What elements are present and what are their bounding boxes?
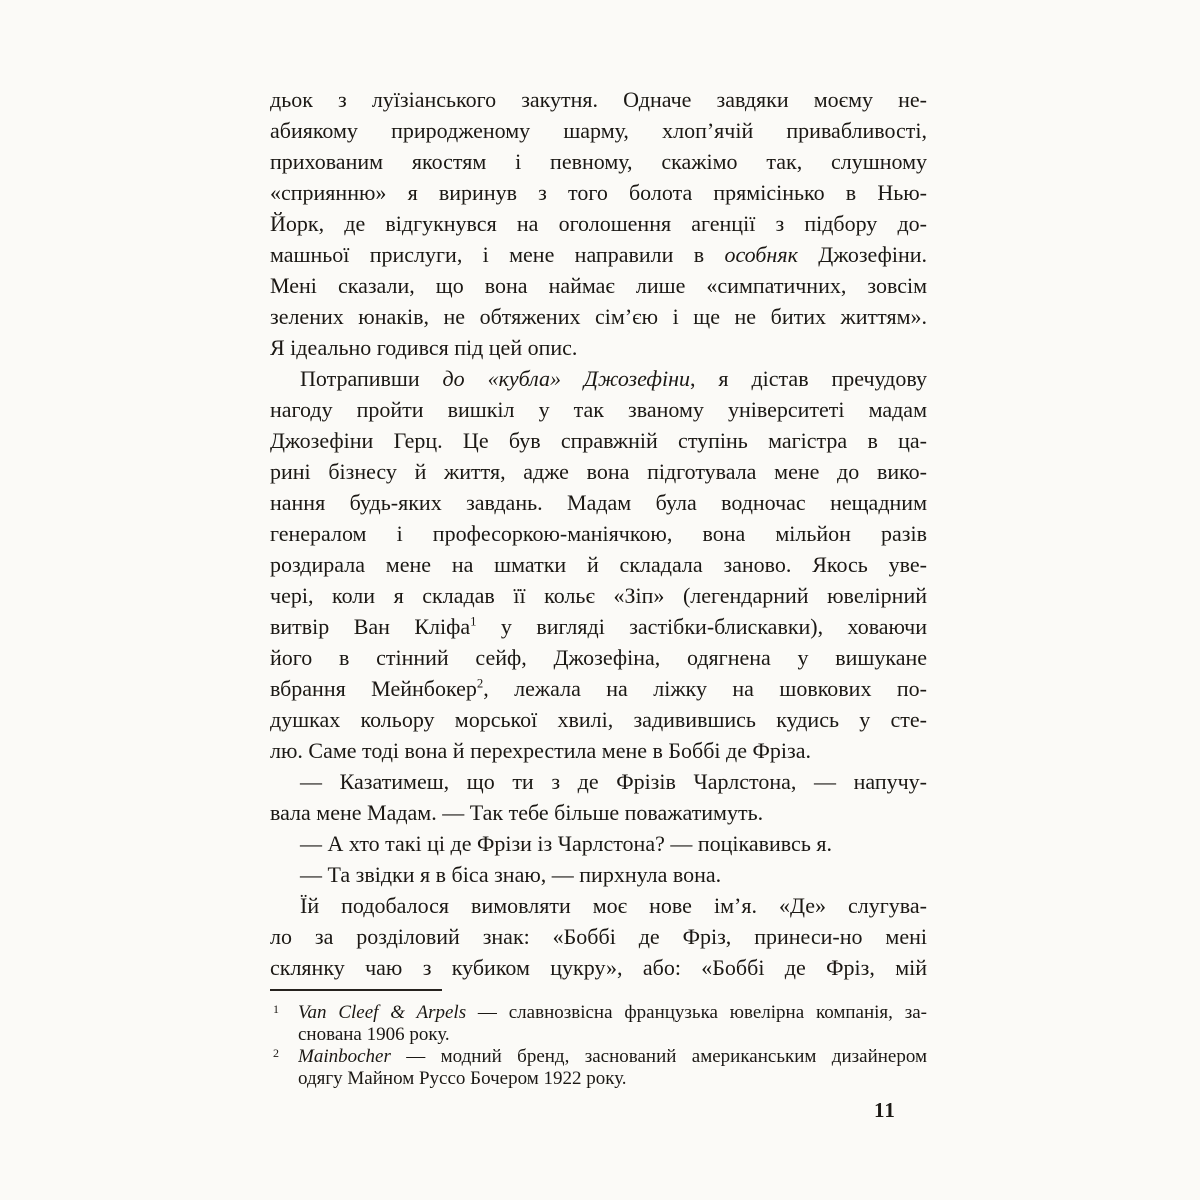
text-line [270,270,927,301]
text-segment: — модний бренд, заснований американським дизайнером [390,1046,927,1067]
text-line [270,549,927,580]
footnote-marker: 2 [273,1046,279,1060]
text-segment: особняк [724,242,798,267]
text-segment: — Та звідки я в біса знаю, — пирхнула вона. [300,862,722,887]
footnote-separator [270,989,442,991]
footnote-line [298,1002,927,1024]
text-line [270,828,927,859]
text-segment: Я ідеально годився під цей опис. [270,335,578,360]
text-segment: роздирала мене на шматки й складала заново. Якось уве- [270,552,927,577]
text-segment: генералом і професоркою-маніячкою, вона мільйон разів [270,521,927,546]
text-segment: Джозефіни. [797,242,927,267]
text-line [270,115,927,146]
text-line [270,859,927,890]
page-number: 11 [874,1098,896,1122]
footnote [270,1046,927,1090]
text-segment: машньої прислуги, і мене направили в [270,242,725,267]
text-segment: одягу Майном Руссо Бочером 1922 року. [298,1068,627,1089]
text-line [270,952,927,983]
paragraph [270,84,927,363]
text-line [270,642,927,673]
text-segment: снована 1906 року. [298,1024,450,1045]
text-line [270,704,927,735]
text-segment: Джозефіни Герц. Це був справжній ступінь магістра в ца- [270,428,927,453]
text-segment: рині бізнесу й життя, адже вона підготувала мене до вико- [270,459,927,484]
text-line [270,208,927,239]
text-segment: , я дістав пречудову [690,366,927,391]
footnote-line [298,1024,927,1046]
text-line [270,580,927,611]
paragraph [270,766,927,828]
text-segment: чері, коли я складав її кольє «Зіп» (легендарний ювелірний [270,583,927,608]
body-text [270,84,927,983]
text-segment: — Казатимеш, що ти з де Фрізів Чарлстона, — напучу- [300,769,927,794]
text-line [270,146,927,177]
footnote-marker: 1 [273,1002,279,1016]
text-line [270,797,927,828]
footnote-line [298,1068,927,1090]
text-line [270,735,927,766]
text-line [270,766,927,797]
text-segment: витвір Ван Кліфа [270,614,471,639]
text-line [270,177,927,208]
text-segment: вбрання Мейнбокер [270,676,477,701]
text-segment: Van Cleef & Arpels [298,1002,467,1023]
text-segment: Мені сказали, що вона наймає лише «симпатичних, зовсім [270,273,927,298]
text-segment: Йорк, де відгукнувся на оголошення агенції з підбору до- [270,211,927,236]
footnote-reference: 1 [470,614,477,629]
text-line [270,394,927,425]
text-segment: — славнозвісна французька ювелірна компанія, за- [466,1002,927,1023]
text-segment: Їй подобалося вимовляти моє нове ім’я. «Де» слугува- [300,893,927,918]
text-segment: нагоду пройти вишкіл у так званому університеті мадам [270,397,927,422]
text-line [270,84,927,115]
text-line [270,518,927,549]
text-segment: лю. Саме тоді вона й перехрестила мене в Боббі де Фріза. [270,738,811,763]
text-segment: вала мене Мадам. — Так тебе більше поважатимуть. [270,800,764,825]
text-line [270,456,927,487]
text-line [270,487,927,518]
text-line [270,363,927,394]
text-segment: Потрапивши [300,366,443,391]
footnote [270,1002,927,1046]
text-segment: нання будь-яких завдань. Мадам була водночас нещадним [270,490,927,515]
text-segment: , лежала на ліжку на шовкових по- [483,676,927,701]
paragraph [270,890,927,983]
text-segment: прихованим якостям і певному, скажімо так, слушному [270,149,927,174]
text-segment: душках кольору морської хвилі, задивившись кудись у сте- [270,707,927,732]
paragraph [270,859,927,890]
text-segment: «сприянню» я виринув з того болота прямісінько в Нью- [270,180,927,205]
text-line [270,890,927,921]
text-segment: у вигляді застібки-блискавки), ховаючи [476,614,927,639]
text-line [270,611,927,642]
text-segment: склянку чаю з кубиком цукру», або: «Боббі де Фріз, мій [270,955,927,980]
text-segment: Mainbocher [298,1046,391,1067]
text-segment: дьок з луїзіанського закутня. Одначе завдяки моєму не- [270,87,927,112]
text-line [270,921,927,952]
footnote-reference: 2 [476,676,484,691]
text-segment: абиякому природженому шарму, хлоп’ячій привабливості, [270,118,927,143]
footnote-line [298,1046,927,1068]
paragraph [270,363,927,766]
paragraph [270,828,927,859]
text-line [270,425,927,456]
text-line [270,673,927,704]
text-segment: до «кубла» Джозефіни [442,366,691,391]
text-line [270,301,927,332]
text-line [270,332,927,363]
text-segment: його в стінний сейф, Джозефіна, одягнена у вишукане [270,645,927,670]
text-segment: ло за розділовий знак: «Боббі де Фріз, принеси-но мені [270,924,927,949]
footnotes [270,1002,927,1090]
text-segment: зелених юнаків, не обтяжених сім’єю і ще не битих життям». [270,304,927,329]
text-line [270,239,927,270]
text-segment: — А хто такі ці де Фрізи із Чарлстона? — поцікавивсь я. [300,831,832,856]
